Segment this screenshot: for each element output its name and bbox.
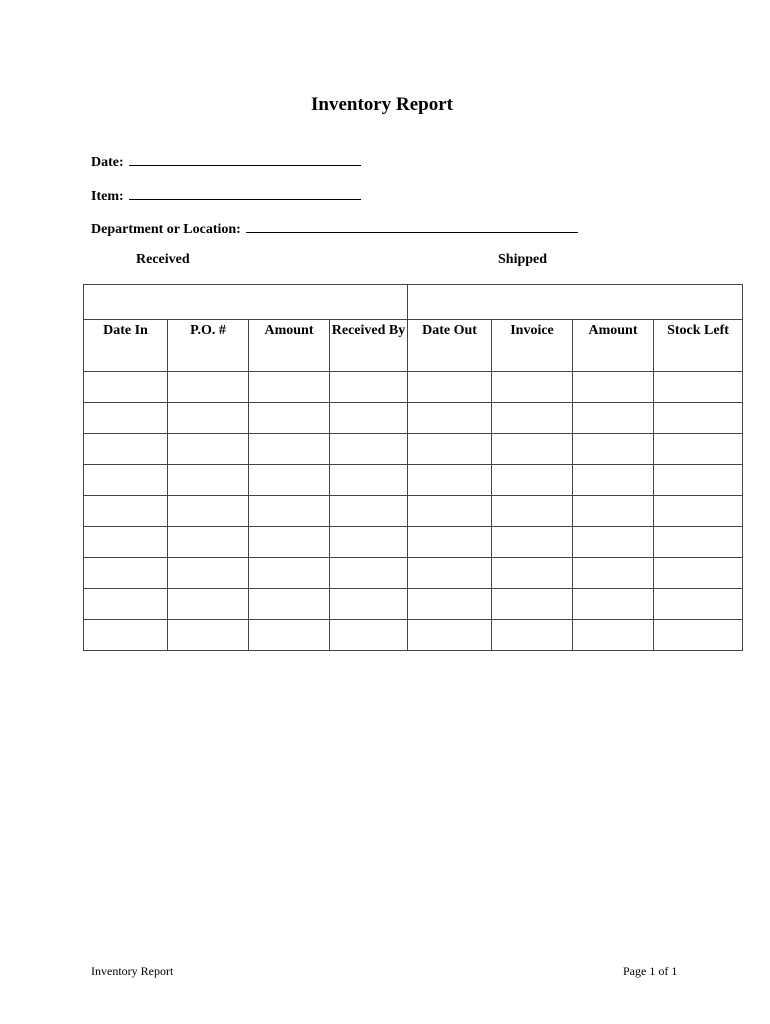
table-row: [84, 434, 743, 465]
table-cell[interactable]: [573, 434, 654, 465]
page-title: Inventory Report: [311, 94, 453, 115]
table-cell[interactable]: [84, 372, 168, 403]
footer-document-name: Inventory Report: [91, 964, 174, 978]
table-cell[interactable]: [249, 403, 330, 434]
table-cell[interactable]: [84, 434, 168, 465]
table-cell[interactable]: [573, 496, 654, 527]
table-cell[interactable]: [573, 465, 654, 496]
table-cell[interactable]: [330, 527, 408, 558]
table-cell[interactable]: [654, 589, 743, 620]
table-row: [84, 558, 743, 589]
table-cell[interactable]: [168, 434, 249, 465]
table-cell[interactable]: [492, 403, 573, 434]
table-cell[interactable]: [492, 589, 573, 620]
table-cell[interactable]: [654, 403, 743, 434]
table-cell[interactable]: [330, 558, 408, 589]
column-header: Invoice: [492, 320, 573, 372]
table-cell[interactable]: [492, 434, 573, 465]
date-blank-line[interactable]: [129, 152, 361, 166]
table-cell[interactable]: [249, 434, 330, 465]
column-header: Received By: [330, 320, 408, 372]
table-cell[interactable]: [84, 403, 168, 434]
table-cell[interactable]: [408, 465, 492, 496]
table-cell[interactable]: [654, 465, 743, 496]
department-field: [91, 219, 578, 238]
table-cell[interactable]: [573, 558, 654, 589]
table-row: [84, 527, 743, 558]
department-label: Department or Location:: [91, 222, 241, 237]
shipped-group-cell[interactable]: [408, 285, 743, 320]
item-blank-line[interactable]: [129, 186, 361, 200]
table-row: [84, 589, 743, 620]
table-row: [84, 372, 743, 403]
inventory-table: [83, 284, 743, 651]
table-cell[interactable]: [408, 558, 492, 589]
table-cell[interactable]: [168, 496, 249, 527]
table-cell[interactable]: [654, 434, 743, 465]
received-section-label: Received: [136, 252, 190, 267]
department-blank-line[interactable]: [246, 219, 578, 233]
column-header: Date Out: [408, 320, 492, 372]
table-cell[interactable]: [168, 527, 249, 558]
table-cell[interactable]: [573, 527, 654, 558]
column-header: Stock Left: [654, 320, 743, 372]
table-cell[interactable]: [249, 620, 330, 651]
table-cell[interactable]: [408, 527, 492, 558]
footer-page-number: Page 1 of 1: [623, 964, 678, 978]
table-cell[interactable]: [573, 372, 654, 403]
table-header-row: [84, 320, 743, 372]
table-cell[interactable]: [573, 589, 654, 620]
item-field: [91, 186, 361, 205]
table-cell[interactable]: [492, 496, 573, 527]
table-cell[interactable]: [168, 403, 249, 434]
table-cell[interactable]: [249, 558, 330, 589]
table-cell[interactable]: [330, 465, 408, 496]
table-cell[interactable]: [492, 527, 573, 558]
table-cell[interactable]: [84, 620, 168, 651]
table-cell[interactable]: [330, 496, 408, 527]
table-cell[interactable]: [492, 620, 573, 651]
table-cell[interactable]: [84, 589, 168, 620]
table-cell[interactable]: [330, 372, 408, 403]
table-cell[interactable]: [492, 372, 573, 403]
table-cell[interactable]: [249, 496, 330, 527]
table-cell[interactable]: [168, 372, 249, 403]
date-field: [91, 152, 361, 171]
table-cell[interactable]: [330, 589, 408, 620]
table-cell[interactable]: [249, 527, 330, 558]
table-cell[interactable]: [408, 620, 492, 651]
table-cell[interactable]: [249, 465, 330, 496]
table-cell[interactable]: [408, 589, 492, 620]
table-cell[interactable]: [654, 496, 743, 527]
table-row: [84, 465, 743, 496]
table-cell[interactable]: [330, 403, 408, 434]
item-label: Item:: [91, 189, 124, 204]
table-cell[interactable]: [330, 620, 408, 651]
table-cell[interactable]: [654, 620, 743, 651]
table-cell[interactable]: [249, 589, 330, 620]
table-cell[interactable]: [84, 558, 168, 589]
table-cell[interactable]: [330, 434, 408, 465]
table-cell[interactable]: [573, 620, 654, 651]
table-cell[interactable]: [168, 465, 249, 496]
column-header: Amount: [249, 320, 330, 372]
column-header: Date In: [84, 320, 168, 372]
table-row: [84, 403, 743, 434]
table-cell[interactable]: [168, 558, 249, 589]
table-cell[interactable]: [84, 465, 168, 496]
table-cell[interactable]: [492, 465, 573, 496]
table-cell[interactable]: [168, 589, 249, 620]
date-label: Date:: [91, 155, 124, 170]
table-row: [84, 620, 743, 651]
table-cell[interactable]: [408, 496, 492, 527]
table-cell[interactable]: [573, 403, 654, 434]
table-cell[interactable]: [408, 372, 492, 403]
table-row: [84, 496, 743, 527]
table-cell[interactable]: [654, 372, 743, 403]
table-cell[interactable]: [84, 496, 168, 527]
table-cell[interactable]: [654, 527, 743, 558]
column-header: Amount: [573, 320, 654, 372]
table-cell[interactable]: [84, 527, 168, 558]
shipped-section-label: Shipped: [498, 252, 548, 267]
column-header: P.O. #: [168, 320, 249, 372]
table-cell[interactable]: [408, 403, 492, 434]
table-cell[interactable]: [654, 558, 743, 589]
table-cell[interactable]: [168, 620, 249, 651]
table-cell[interactable]: [249, 372, 330, 403]
received-group-cell[interactable]: [84, 285, 408, 320]
table-cell[interactable]: [492, 558, 573, 589]
table-cell[interactable]: [408, 434, 492, 465]
